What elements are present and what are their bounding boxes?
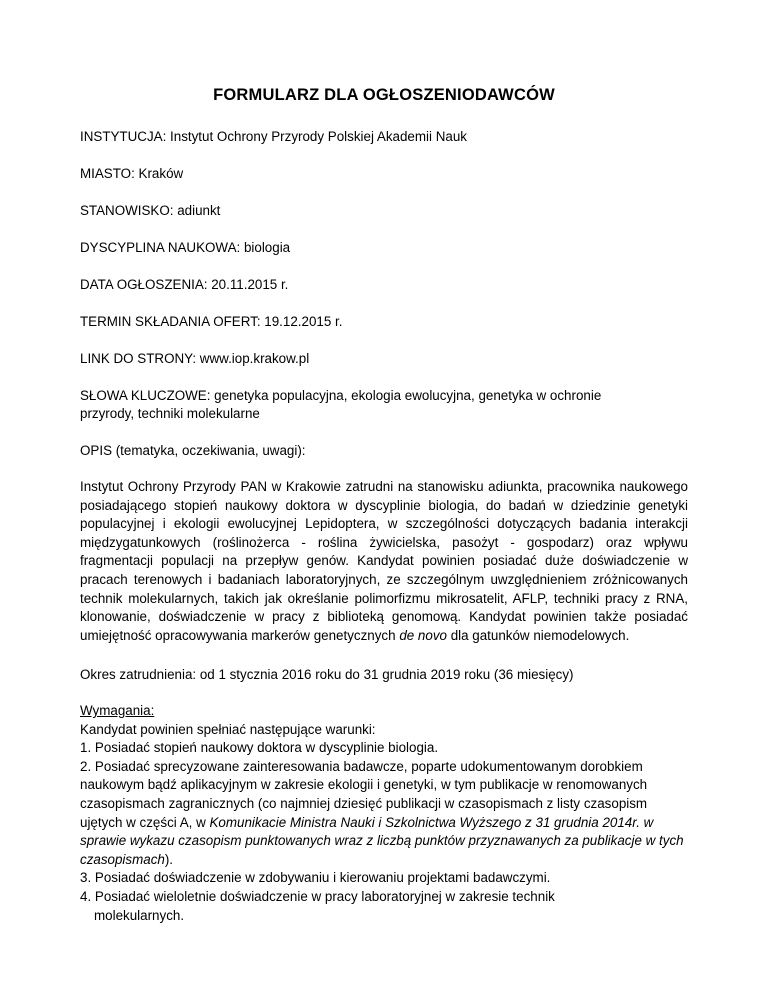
requirement-2-end: ). — [164, 851, 174, 867]
keywords-line-2: przyrody, techniki molekularne — [80, 406, 260, 421]
field-keywords — [80, 387, 688, 423]
field-discipline: DYSCYPLINA NAUKOWA: biologia — [80, 240, 291, 255]
employment-period: Okres zatrudnienia: od 1 stycznia 2016 roku do 31 grudnia 2019 roku (36 miesięcy) — [80, 667, 574, 682]
description-main-text: Instytut Ochrony Przyrody PAN w Krakowie zatrudni na stanowisku adiunkta, pracownika naukowego posiadającego stopień naukowy doktora w dyscyplinie biologia, do badań w dziedzinie genetyki populacyjnej i ekologii ewolucyjnej Lepidoptera, w szczególności dotyczących badania interakcji międzygatunkowych (roślinożerca - roślina żywicielska, pasożyt - gospodarz) oraz wpływu fragmentacji populacji na przepływ genów. Kandydat powinien posiadać duże doświadczenie w pracach terenowych i badaniach laboratoryjnych, ze szczególnym uwzględnieniem zróżnicowanych technik molekularnych, takich jak określanie polimorfizmu mikrosatelit, AFLP, techniki pracy z RNA, klonowanie, doświadczenie w pracy z biblioteką genomową. Kandydat powinien także posiadać umiejętność opracowywania markerów genetycznych — [80, 479, 688, 643]
requirement-2-italic: Komunikacie Ministra Nauki i Szkolnictwa Wyższego z 31 grudnia 2014r. w sprawie wykazu czasopism punktowanych wraz z liczbą punktów przyznawanych za publikacje w tych czasopismach — [80, 814, 684, 867]
requirement-4-line-1: 4. Posiadać wieloletnie doświadczenie w pracy laboratoryjnej w zakresie technik — [80, 888, 555, 904]
description-paragraph — [80, 478, 688, 645]
keywords-line-1: SŁOWA KLUCZOWE: genetyka populacyjna, ekologia ewolucyjna, genetyka w ochronie — [80, 388, 602, 403]
description-italic-text: de novo — [399, 627, 447, 643]
requirement-3: 3. Posiadać doświadczenie w zdobywaniu i kierowaniu projektami badawczymi. — [80, 870, 551, 886]
field-position: STANOWISKO: adiunkt — [80, 203, 221, 218]
page-title: FORMULARZ DLA OGŁOSZENIODAWCÓW — [213, 86, 555, 104]
field-website-link: LINK DO STRONY: www.iop.krakow.pl — [80, 351, 310, 366]
field-announcement-date: DATA OGŁOSZENIA: 20.11.2015 r. — [80, 277, 289, 292]
requirements-section — [80, 702, 688, 925]
requirements-intro: Kandydat powinien spełniać następujące warunki: — [80, 721, 376, 737]
description-end-text: dla gatunków niemodelowych. — [446, 627, 630, 643]
requirement-4-line-2: molekularnych. — [94, 907, 185, 923]
requirement-1: 1. Posiadać stopień naukowy doktora w dyscyplinie biologia. — [80, 740, 439, 756]
requirements-heading: Wymagania: — [80, 703, 155, 718]
opis-label: OPIS (tematyka, oczekiwania, uwagi): — [80, 443, 306, 458]
requirement-2 — [80, 758, 688, 870]
requirement-2-text: 2. Posiadać sprecyzowane zainteresowania badawcze, poparte udokumentowanym dorobkiem naukowym bądź aplikacyjnym w zakresie ekologii i genetyki, w tym publikacje w renomowanych czasopismach zagranicznych (co najmniej dziesięć publikacji w czasopismach z listy czasopism ujętych w części A, w — [80, 758, 648, 830]
field-city: MIASTO: Kraków — [80, 166, 184, 181]
field-deadline: TERMIN SKŁADANIA OFERT: 19.12.2015 r. — [80, 314, 343, 329]
field-institution: INSTYTUCJA: Instytut Ochrony Przyrody Polskiej Akademii Nauk — [80, 129, 467, 144]
